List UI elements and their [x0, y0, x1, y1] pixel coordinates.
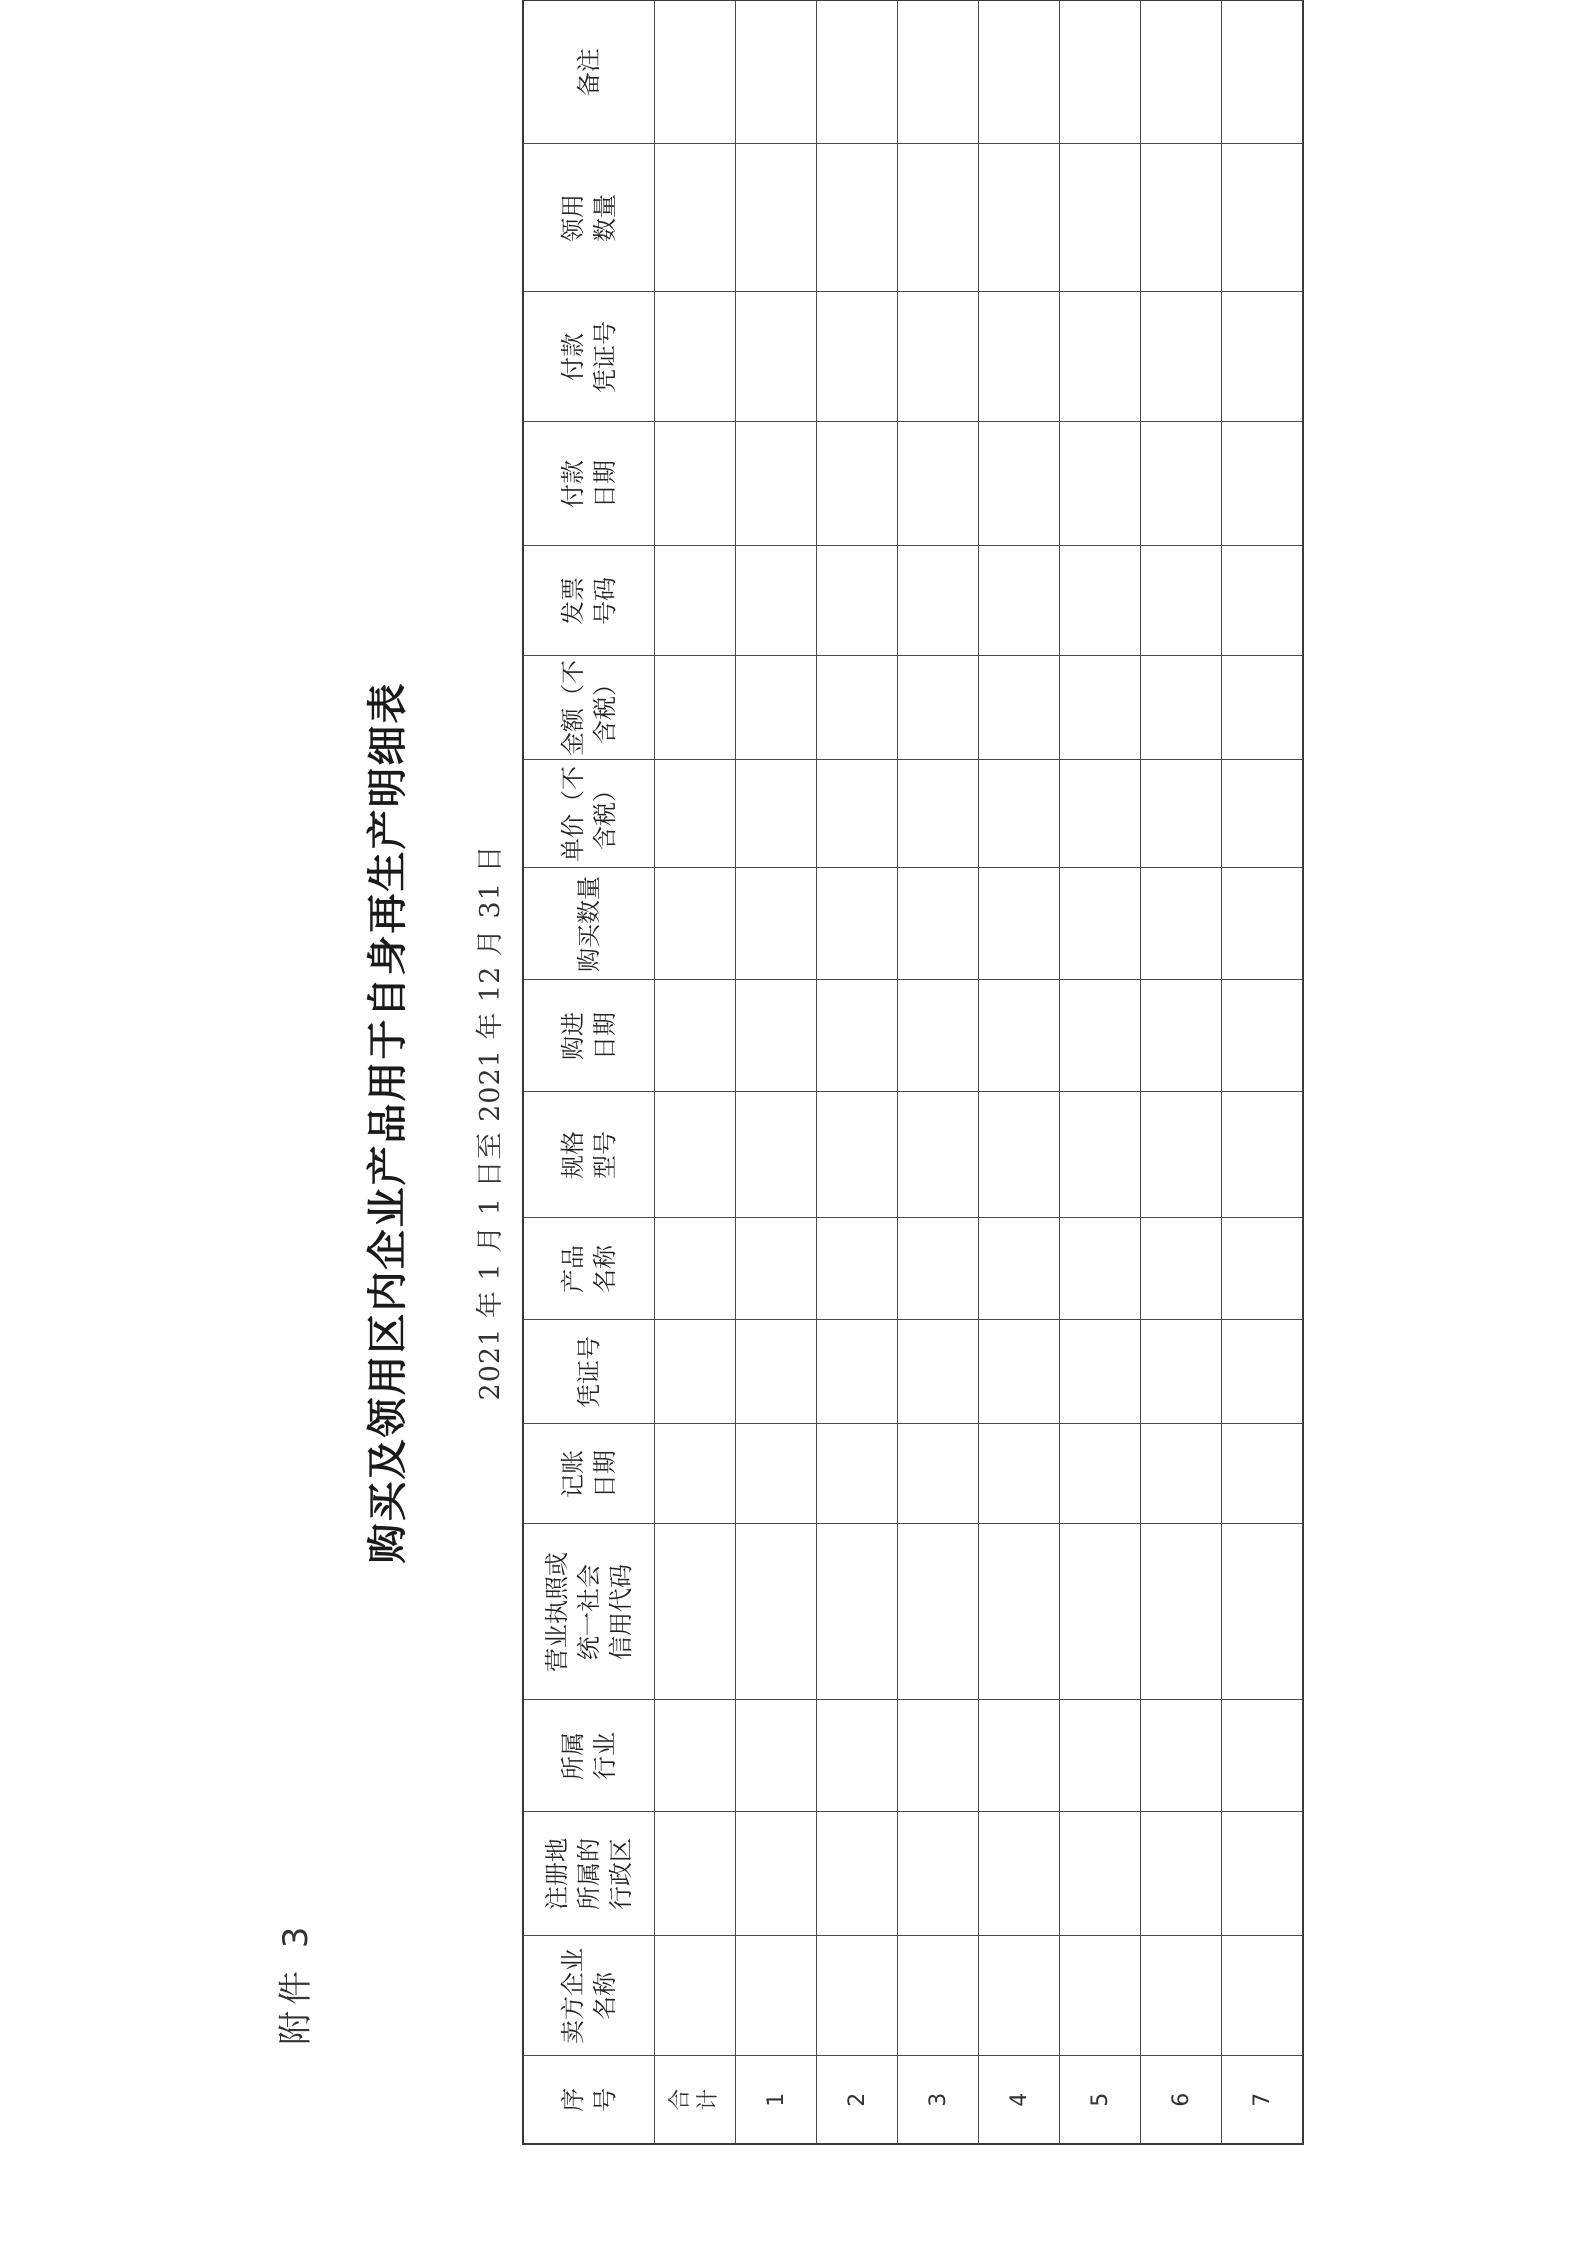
table-cell[interactable] — [1141, 656, 1222, 760]
table-cell[interactable] — [655, 0, 736, 144]
table-cell[interactable] — [736, 868, 817, 980]
table-cell[interactable] — [1141, 1936, 1222, 2056]
row-index-cell: 5 — [1060, 2056, 1141, 2144]
table-cell[interactable] — [655, 1936, 736, 2056]
col-header-posting-date: 记账 日期 — [523, 1424, 655, 1524]
table-cell[interactable] — [1060, 760, 1141, 868]
table-cell[interactable] — [979, 1524, 1060, 1700]
table-cell[interactable] — [655, 292, 736, 422]
table-cell[interactable] — [1141, 144, 1222, 292]
table-cell[interactable] — [1141, 1092, 1222, 1218]
table-cell[interactable] — [898, 1320, 979, 1424]
table-cell[interactable] — [1060, 868, 1141, 980]
table-cell[interactable] — [736, 1812, 817, 1936]
col-header-industry: 所属 行业 — [523, 1700, 655, 1812]
table-cell[interactable] — [736, 144, 817, 292]
table-cell[interactable] — [817, 144, 898, 292]
header-row — [523, 0, 655, 2144]
table-cell[interactable] — [1060, 1700, 1141, 1812]
col-header-purchase-qty: 购买数量 — [523, 868, 655, 980]
table-cell[interactable] — [736, 1936, 817, 2056]
table-cell[interactable] — [1060, 656, 1141, 760]
table-row — [817, 0, 898, 2144]
col-header-issued-qty: 领用 数量 — [523, 144, 655, 292]
col-header-unit-price: 单价（不 含税） — [523, 760, 655, 868]
table-cell[interactable] — [898, 1700, 979, 1812]
table-row — [898, 0, 979, 2144]
row-index-cell: 6 — [1141, 2056, 1222, 2144]
table-cell[interactable] — [1222, 1524, 1304, 1700]
col-header-registered-district: 注册地 所属的 行政区 — [523, 1812, 655, 1936]
table-cell[interactable] — [655, 422, 736, 546]
table-cell[interactable] — [979, 656, 1060, 760]
table-cell[interactable] — [1222, 1700, 1304, 1812]
table-cell[interactable] — [979, 144, 1060, 292]
table-cell[interactable] — [817, 1524, 898, 1700]
table-cell[interactable] — [1141, 868, 1222, 980]
table-cell[interactable] — [655, 1812, 736, 1936]
table-cell[interactable] — [1060, 1936, 1141, 2056]
table-cell[interactable] — [898, 656, 979, 760]
table-cell[interactable] — [1222, 1424, 1304, 1524]
table-cell[interactable] — [655, 1424, 736, 1524]
table-cell[interactable] — [1141, 1812, 1222, 1936]
table-cell[interactable] — [817, 760, 898, 868]
table-cell[interactable] — [979, 1936, 1060, 2056]
row-index-cell: 4 — [979, 2056, 1060, 2144]
table-cell[interactable] — [655, 760, 736, 868]
table-cell[interactable] — [1222, 144, 1304, 292]
table-cell[interactable] — [1060, 1524, 1141, 1700]
col-header-invoice-no: 发票 号码 — [523, 546, 655, 656]
table-cell[interactable] — [898, 1936, 979, 2056]
table-cell[interactable] — [736, 980, 817, 1092]
table-cell[interactable] — [979, 0, 1060, 144]
table-cell[interactable] — [736, 760, 817, 868]
table-cell[interactable] — [898, 546, 979, 656]
table-cell[interactable] — [1222, 546, 1304, 656]
table-cell[interactable] — [1222, 292, 1304, 422]
table-cell[interactable] — [1060, 1320, 1141, 1424]
table-cell[interactable] — [736, 1700, 817, 1812]
table-cell[interactable] — [979, 422, 1060, 546]
table-cell[interactable] — [1060, 144, 1141, 292]
table-cell[interactable] — [655, 1218, 736, 1320]
col-header-payment-date: 付款 日期 — [523, 422, 655, 546]
col-header-amount: 金额（不 含税） — [523, 656, 655, 760]
table-cell[interactable] — [817, 656, 898, 760]
row-index-cell: 合 计 — [655, 2056, 736, 2144]
row-index-cell: 3 — [898, 2056, 979, 2144]
table-cell[interactable] — [655, 656, 736, 760]
table-cell[interactable] — [1141, 980, 1222, 1092]
table-cell[interactable] — [1060, 1218, 1141, 1320]
table-cell[interactable] — [736, 656, 817, 760]
table-cell[interactable] — [898, 1218, 979, 1320]
table-cell[interactable] — [736, 1218, 817, 1320]
col-header-purchase-date: 购进 日期 — [523, 980, 655, 1092]
table-cell[interactable] — [817, 546, 898, 656]
table-cell[interactable] — [736, 1424, 817, 1524]
table-cell[interactable] — [898, 1524, 979, 1700]
row-index-cell: 1 — [736, 2056, 817, 2144]
table-cell[interactable] — [817, 1812, 898, 1936]
table-cell[interactable] — [1222, 868, 1304, 980]
table-cell[interactable] — [898, 868, 979, 980]
table-cell[interactable] — [979, 292, 1060, 422]
table-cell[interactable] — [1141, 760, 1222, 868]
table-cell[interactable] — [1060, 980, 1141, 1092]
table-cell[interactable] — [1222, 422, 1304, 546]
table-cell[interactable] — [736, 0, 817, 144]
table-cell[interactable] — [736, 1092, 817, 1218]
table-cell[interactable] — [1222, 1320, 1304, 1424]
table-cell[interactable] — [1141, 0, 1222, 144]
table-cell[interactable] — [655, 980, 736, 1092]
table-cell[interactable] — [1222, 656, 1304, 760]
table-cell[interactable] — [1222, 1218, 1304, 1320]
table-cell[interactable] — [817, 292, 898, 422]
col-header-seller-name: 卖方企业 名称 — [523, 1936, 655, 2056]
table-cell[interactable] — [817, 422, 898, 546]
table-cell[interactable] — [979, 1218, 1060, 1320]
table-cell[interactable] — [817, 980, 898, 1092]
table-cell[interactable] — [736, 422, 817, 546]
table-cell[interactable] — [1222, 1812, 1304, 1936]
table-cell[interactable] — [1141, 422, 1222, 546]
table-cell[interactable] — [817, 1424, 898, 1524]
table-row — [1060, 0, 1141, 2144]
table-cell[interactable] — [817, 1218, 898, 1320]
table-cell[interactable] — [655, 1320, 736, 1424]
table-cell[interactable] — [1141, 546, 1222, 656]
detail-table — [522, 0, 1304, 2145]
table-cell[interactable] — [898, 292, 979, 422]
table-cell[interactable] — [979, 980, 1060, 1092]
table-row-total — [655, 0, 736, 2144]
table-cell[interactable] — [1060, 422, 1141, 546]
table-cell[interactable] — [1060, 0, 1141, 144]
table-cell[interactable] — [1060, 1812, 1141, 1936]
table-cell[interactable] — [655, 546, 736, 656]
table-cell[interactable] — [736, 292, 817, 422]
table-cell[interactable] — [736, 546, 817, 656]
period-subtitle: 2021 年 1 月 1 日至 2021 年 12 月 31 日 — [475, 844, 506, 1401]
table-cell[interactable] — [817, 868, 898, 980]
table-cell[interactable] — [1060, 292, 1141, 422]
col-header-remarks: 备注 — [523, 0, 655, 144]
table-cell[interactable] — [655, 144, 736, 292]
table-row — [1222, 0, 1304, 2144]
table-cell[interactable] — [817, 0, 898, 144]
table-row — [1141, 0, 1222, 2144]
table-cell[interactable] — [1060, 1092, 1141, 1218]
table-cell[interactable] — [1060, 546, 1141, 656]
table-cell[interactable] — [736, 1320, 817, 1424]
table-cell[interactable] — [1141, 1218, 1222, 1320]
table-cell[interactable] — [1141, 292, 1222, 422]
table-cell[interactable] — [898, 0, 979, 144]
table-cell[interactable] — [898, 144, 979, 292]
table-cell[interactable] — [898, 1092, 979, 1218]
table-cell[interactable] — [979, 1092, 1060, 1218]
table-cell[interactable] — [817, 1936, 898, 2056]
table-cell[interactable] — [979, 546, 1060, 656]
table-cell[interactable] — [1141, 1424, 1222, 1524]
table-cell[interactable] — [1222, 760, 1304, 868]
table-cell[interactable] — [1222, 0, 1304, 144]
table-cell[interactable] — [1060, 1424, 1141, 1524]
table-cell[interactable] — [898, 1812, 979, 1936]
col-header-license-code: 营业执照或 统一社会 信用代码 — [523, 1524, 655, 1700]
table-cell[interactable] — [979, 868, 1060, 980]
table-cell[interactable] — [655, 1524, 736, 1700]
table-cell[interactable] — [979, 1700, 1060, 1812]
table-row — [736, 0, 817, 2144]
row-index-cell: 7 — [1222, 2056, 1304, 2144]
col-header-voucher-no: 凭证号 — [523, 1320, 655, 1424]
table-cell[interactable] — [1141, 1320, 1222, 1424]
table-cell[interactable] — [736, 1524, 817, 1700]
table-cell[interactable] — [979, 1812, 1060, 1936]
table-cell[interactable] — [817, 1320, 898, 1424]
table-cell[interactable] — [979, 1424, 1060, 1524]
table-cell[interactable] — [817, 1092, 898, 1218]
table-cell[interactable] — [1222, 980, 1304, 1092]
table-cell[interactable] — [655, 1700, 736, 1812]
col-header-payment-voucher: 付款 凭证号 — [523, 292, 655, 422]
table-cell[interactable] — [979, 760, 1060, 868]
col-header-product-name: 产品 名称 — [523, 1218, 655, 1320]
table-cell[interactable] — [898, 1424, 979, 1524]
document-title: 购买及领用区内企业产品用于自身再生产明细表 — [365, 681, 411, 1564]
table-cell[interactable] — [1222, 1936, 1304, 2056]
table-cell[interactable] — [898, 980, 979, 1092]
table-cell[interactable] — [1222, 1092, 1304, 1218]
table-cell[interactable] — [898, 760, 979, 868]
col-header-spec-model: 规格 型号 — [523, 1092, 655, 1218]
col-header-index: 序 号 — [523, 2056, 655, 2144]
table-cell[interactable] — [1141, 1700, 1222, 1812]
table-cell[interactable] — [655, 868, 736, 980]
row-index-cell: 2 — [817, 2056, 898, 2144]
table-cell[interactable] — [817, 1700, 898, 1812]
table-row — [979, 0, 1060, 2144]
table-cell[interactable] — [655, 1092, 736, 1218]
table-cell[interactable] — [979, 1320, 1060, 1424]
annex-label: 附件 3 — [276, 1920, 316, 2045]
table-cell[interactable] — [898, 422, 979, 546]
table-cell[interactable] — [1141, 1524, 1222, 1700]
